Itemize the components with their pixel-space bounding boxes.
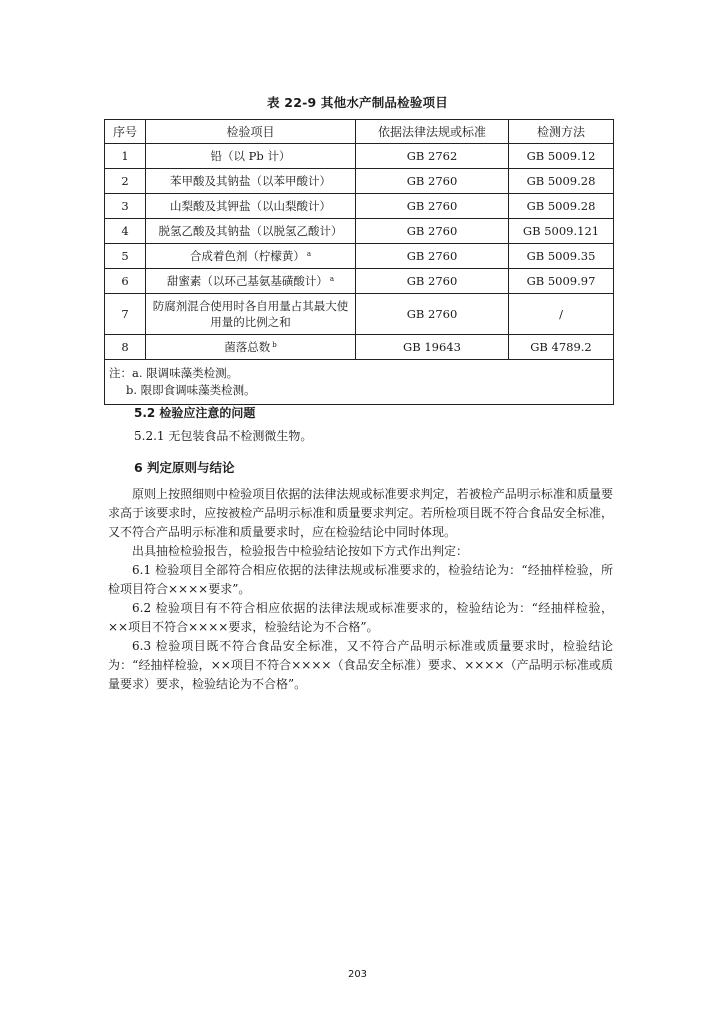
paragraph: 6.3 检验项目既不符合食品安全标准，又不符合产品明示标准或质量要求时，检验结论为：“经抽样检验，××项目不符合××××（食品安全标准）要求、××××（产品明示标准或质量要求）要求，检验结论为不合格”。 xyxy=(108,639,613,691)
row-method: GB 5009.121 xyxy=(509,219,614,244)
paragraph: 出具抽检检验报告，检验报告中检验结论按如下方式作出判定： xyxy=(132,544,469,558)
table-row xyxy=(105,269,614,294)
row-item-text: 菌落总数 xyxy=(224,340,271,354)
row-no: 3 xyxy=(105,194,146,219)
table-row xyxy=(105,335,614,360)
page-number: 203 xyxy=(347,969,368,980)
row-item xyxy=(146,335,356,360)
note-a: 注：a. 限调味藻类检测。 xyxy=(109,366,239,380)
row-method: GB 5009.28 xyxy=(509,169,614,194)
row-basis: GB 2760 xyxy=(356,244,509,269)
row-item xyxy=(146,219,356,244)
table-notes xyxy=(105,360,614,405)
row-basis: GB 2762 xyxy=(356,144,509,169)
footnote-marker: a xyxy=(329,275,335,283)
section-5-2-1-text: 5.2.1 无包装食品不检测微生物。 xyxy=(134,429,313,443)
paragraph: 6.1 检验项目全部符合相应依据的法律法规或标准要求的，检验结论为：“经抽样检验，所检项目符合××××要求”。 xyxy=(108,563,613,596)
footnote-marker: b xyxy=(272,341,277,349)
row-item xyxy=(146,194,356,219)
row-basis: GB 2760 xyxy=(356,219,509,244)
row-item-text: 防腐剂混合使用时各自用量占其最大使用量的比例之和 xyxy=(152,299,349,329)
table-row xyxy=(105,244,614,269)
row-no: 1 xyxy=(105,144,146,169)
row-item-text: 山梨酸及其钾盐（以山梨酸计） xyxy=(170,199,331,213)
section-6-body xyxy=(108,485,613,694)
row-item-text: 甜蜜素（以环己基氨基磺酸计） xyxy=(166,274,328,288)
row-no: 5 xyxy=(105,244,146,269)
inspection-items-table xyxy=(104,119,614,405)
row-item-text: 铅（以 Pb 计） xyxy=(210,149,291,163)
row-no: 4 xyxy=(105,219,146,244)
row-item-text: 脱氢乙酸及其钠盐（以脱氢乙酸计） xyxy=(158,224,343,238)
row-basis: GB 2760 xyxy=(356,294,509,335)
row-no: 2 xyxy=(105,169,146,194)
section-6-heading: 6 判定原则与结论 xyxy=(134,460,235,475)
row-no: 8 xyxy=(105,335,146,360)
row-item-text: 合成着色剂（柠檬黄） xyxy=(189,249,305,263)
row-method: GB 5009.28 xyxy=(509,194,614,219)
row-item xyxy=(146,144,356,169)
header-basis: 依据法律法规或标准 xyxy=(356,120,509,144)
row-method: GB 4789.2 xyxy=(509,335,614,360)
table-row xyxy=(105,194,614,219)
table-header-row xyxy=(105,120,614,144)
row-basis: GB 2760 xyxy=(356,269,509,294)
row-no: 7 xyxy=(105,294,146,335)
table-notes-row xyxy=(105,360,614,405)
table-row xyxy=(105,169,614,194)
row-method: / xyxy=(509,294,614,335)
row-basis: GB 2760 xyxy=(356,169,509,194)
row-no: 6 xyxy=(105,269,146,294)
row-item xyxy=(146,244,356,269)
row-basis: GB 2760 xyxy=(356,194,509,219)
row-method: GB 5009.35 xyxy=(509,244,614,269)
table-row xyxy=(105,294,614,335)
note-b: b. 限即食调味藻类检测。 xyxy=(126,383,256,397)
row-item-text: 苯甲酸及其钠盐（以苯甲酸计） xyxy=(170,174,331,188)
row-method: GB 5009.12 xyxy=(509,144,614,169)
row-item xyxy=(146,294,356,335)
row-basis: GB 19643 xyxy=(356,335,509,360)
header-no: 序号 xyxy=(105,120,146,144)
table-row xyxy=(105,144,614,169)
table-row xyxy=(105,219,614,244)
section-5-2-heading: 5.2 检验应注意的问题 xyxy=(134,406,256,420)
paragraph: 原则上按照细则中检验项目依据的法律法规或标准要求判定，若被检产品明示标准和质量要求高于该要求时，应按被检产品明示标准和质量要求判定。若所检项目既不符合食品安全标准，又不符合产品明示标准和质量要求时，应在检验结论中同时体现。 xyxy=(108,487,613,539)
row-item xyxy=(146,169,356,194)
footnote-marker: a xyxy=(306,250,312,258)
header-method: 检测方法 xyxy=(509,120,614,144)
row-item xyxy=(146,269,356,294)
row-method: GB 5009.97 xyxy=(509,269,614,294)
table-caption: 表 22-9 其他水产制品检验项目 xyxy=(267,95,448,110)
paragraph: 6.2 检验项目有不符合相应依据的法律法规或标准要求的，检验结论为：“经抽样检验，××项目不符合××××要求，检验结论为不合格”。 xyxy=(108,601,613,634)
header-item: 检验项目 xyxy=(146,120,356,144)
